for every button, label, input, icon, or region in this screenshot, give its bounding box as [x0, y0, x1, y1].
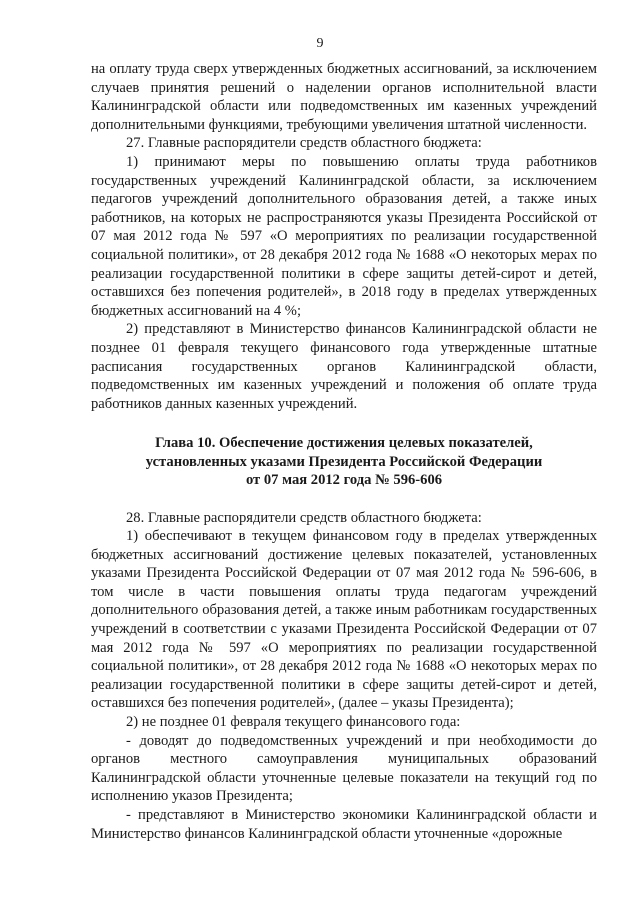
paragraph: 2) не позднее 01 февраля текущего финансового года:: [126, 714, 461, 731]
chapter-heading-line: от 07 мая 2012 года № 596-606: [245, 472, 443, 489]
paragraph: 1) обеспечивают в текущем финансовом году в пределах утвержденных бюджетных ассигнований достижение целевых показателей, установленных указами Президента Российской Федерации от 07 мая 2012 года № 596-606, в том числе в части повышения оплаты труда педагогам учреждений дополнительного образования детей, а также иным работникам государственных учреждений в соответствии с указами Президента Российской Федерации от 07 мая 2012 года № 597 «О мероприятиях по реализации государственной социальной политики», от 28 декабря 2012 года № 1688 «О некоторых мерах по реализации государственной политики в сфере защиты детей-сирот и детей, оставшихся без попечения родителей», (далее – указы Президента);: [91, 528, 597, 712]
paragraph: 27. Главные распорядители средств областного бюджета:: [126, 135, 482, 152]
page-number: 9: [316, 36, 324, 51]
section-before-heading: [91, 60, 597, 413]
paragraph: 28. Главные распорядители средств областного бюджета:: [126, 509, 482, 526]
section-after-heading: [91, 509, 597, 844]
chapter-heading: [91, 434, 597, 489]
paragraph: 2) представляют в Министерство финансов Калининградской области не позднее 01 февраля текущего финансового года утвержденные штатные расписания государственных органов Калининградской области, подведомственных им казенных учреждений и положения об оплате труда работников данных казенных учреждений.: [91, 321, 597, 412]
chapter-heading-line: Глава 10. Обеспечение достижения целевых показателей,: [155, 435, 533, 452]
paragraph: на оплату труда сверх утвержденных бюджетных ассигнований, за исключением случаев принятия решений о наделении органов исполнительной власти Калининградской области или подведомственных им казенных учреждений дополнительными функциями, требующими увеличения штатной численности.: [91, 61, 597, 133]
chapter-heading-line: установленных указами Президента Российской Федерации: [145, 453, 543, 470]
paragraph: - представляют в Министерство экономики Калининградской области и Министерство финансов Калининградской области уточненные «дорожные: [91, 807, 597, 842]
paragraph: - доводят до подведомственных учреждений и при необходимости до органов местного самоуправления муниципальных образований Калининградской области уточненные целевые показатели на текущий год по исполнению указов Президента;: [91, 732, 597, 805]
paragraph: 1) принимают меры по повышению оплаты труда работников государственных учреждений Калининградской области, за исключением педагогов учреждений дополнительного образования детей, а также иных работников, на которых не распространяются указы Президента Российской от 07 мая 2012 года № 597 «О мероприятиях по реализации государственной социальной политики», от 28 декабря 2012 года № 1688 «О некоторых мерах по реализации государственной политики в сфере защиты детей-сирот и детей, оставшихся без попечения родителей», в 2018 году в пределах утвержденных бюджетных ассигнований на 4 %;: [91, 153, 597, 319]
document-body: [91, 60, 597, 843]
